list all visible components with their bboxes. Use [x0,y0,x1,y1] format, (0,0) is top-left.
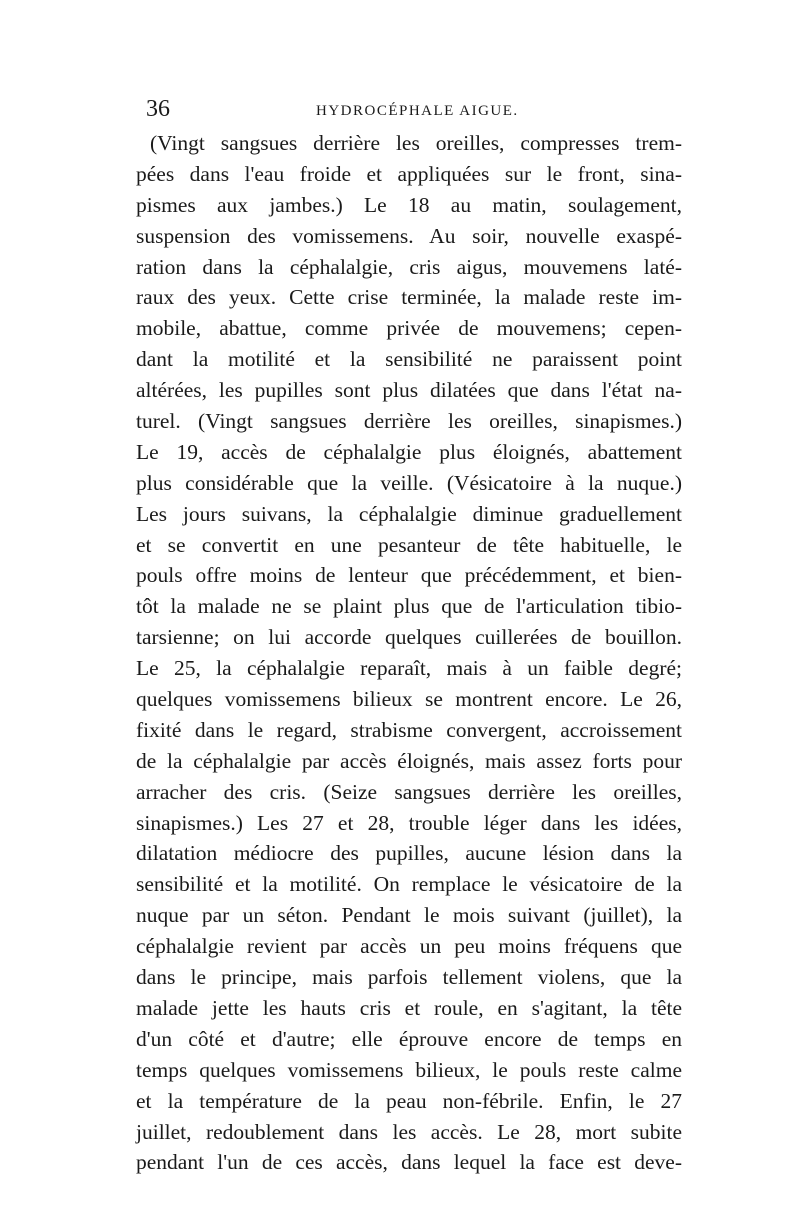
text-line: pouls offre moins de lenteur que précédemment, et bien- [136,563,682,588]
text-line: mobile, abattue, comme privée de mouvemens; cepen- [136,316,682,341]
text-line: céphalalgie revient par accès un peu moins fréquens que [136,934,682,959]
text-line: malade jette les hauts cris et roule, en s'agitant, la tête [136,995,682,1020]
text-line: d'un côté et d'autre; elle éprouve encore de temps en [136,1026,682,1051]
text-line: Les jours suivans, la céphalalgie diminue graduellement [136,501,682,526]
text-line: nuque par un séton. Pendant le mois suivant (juillet), la [136,903,682,928]
text-line: sensibilité et la motilité. On remplace le vésicatoire de la [136,872,682,897]
text-line: turel. (Vingt sangsues derrière les oreilles, sinapismes.) [136,409,682,434]
text-line: et se convertit en une pesanteur de tête habituelle, le [136,532,682,557]
text-line: ration dans la céphalalgie, cris aigus, mouvemens laté- [136,254,682,279]
text-line: dans le principe, mais parfois tellement violens, que la [136,965,682,990]
text-line: juillet, redoublement dans les accès. Le 28, mort subite [136,1119,682,1144]
text-line: dant la motilité et la sensibilité ne paraissent point [136,347,682,372]
page-header [146,92,682,126]
text-line: arracher des cris. (Seize sangsues derrière les oreilles, [136,779,682,804]
text-line: pendant l'un de ces accès, dans lequel la face est deve- [136,1150,682,1175]
text-line: sinapismes.) Les 27 et 28, trouble léger dans les idées, [136,810,682,835]
text-line: temps quelques vomissemens bilieux, le pouls reste calme [136,1057,682,1082]
text-line: tarsienne; on lui accorde quelques cuillerées de bouillon. [136,625,682,650]
body-text [136,128,682,1178]
text-line: tôt la malade ne se plaint plus que de l'articulation tibio- [136,594,682,619]
text-line: quelques vomissemens bilieux se montrent encore. Le 26, [136,687,682,712]
text-line: pées dans l'eau froide et appliquées sur le front, sina- [136,161,682,186]
text-line: raux des yeux. Cette crise terminée, la malade reste im- [136,285,682,310]
text-line: plus considérable que la veille. (Vésicatoire à la nuque.) [136,470,682,495]
text-line: pismes aux jambes.) Le 18 au matin, soulagement, [136,192,682,217]
text-line: suspension des vomissemens. Au soir, nouvelle exaspé- [136,223,682,248]
text-line: Le 25, la céphalalgie reparaît, mais à un faible degré; [136,656,682,681]
page-number: 36 [146,96,170,122]
text-line: de la céphalalgie par accès éloignés, mais assez forts pour [136,748,682,773]
text-line: dilatation médiocre des pupilles, aucune lésion dans la [136,841,682,866]
text-line: et la température de la peau non-fébrile. Enfin, le 27 [136,1088,682,1113]
text-line: altérées, les pupilles sont plus dilatées que dans l'état na- [136,378,682,403]
text-line: (Vingt sangsues derrière les oreilles, compresses trem- [150,131,682,155]
text-line: fixité dans le regard, strabisme convergent, accroissement [136,717,682,742]
text-line: Le 19, accès de céphalalgie plus éloignés, abattement [136,439,682,464]
running-head: HYDROCÉPHALE AIGUE. [316,103,519,119]
